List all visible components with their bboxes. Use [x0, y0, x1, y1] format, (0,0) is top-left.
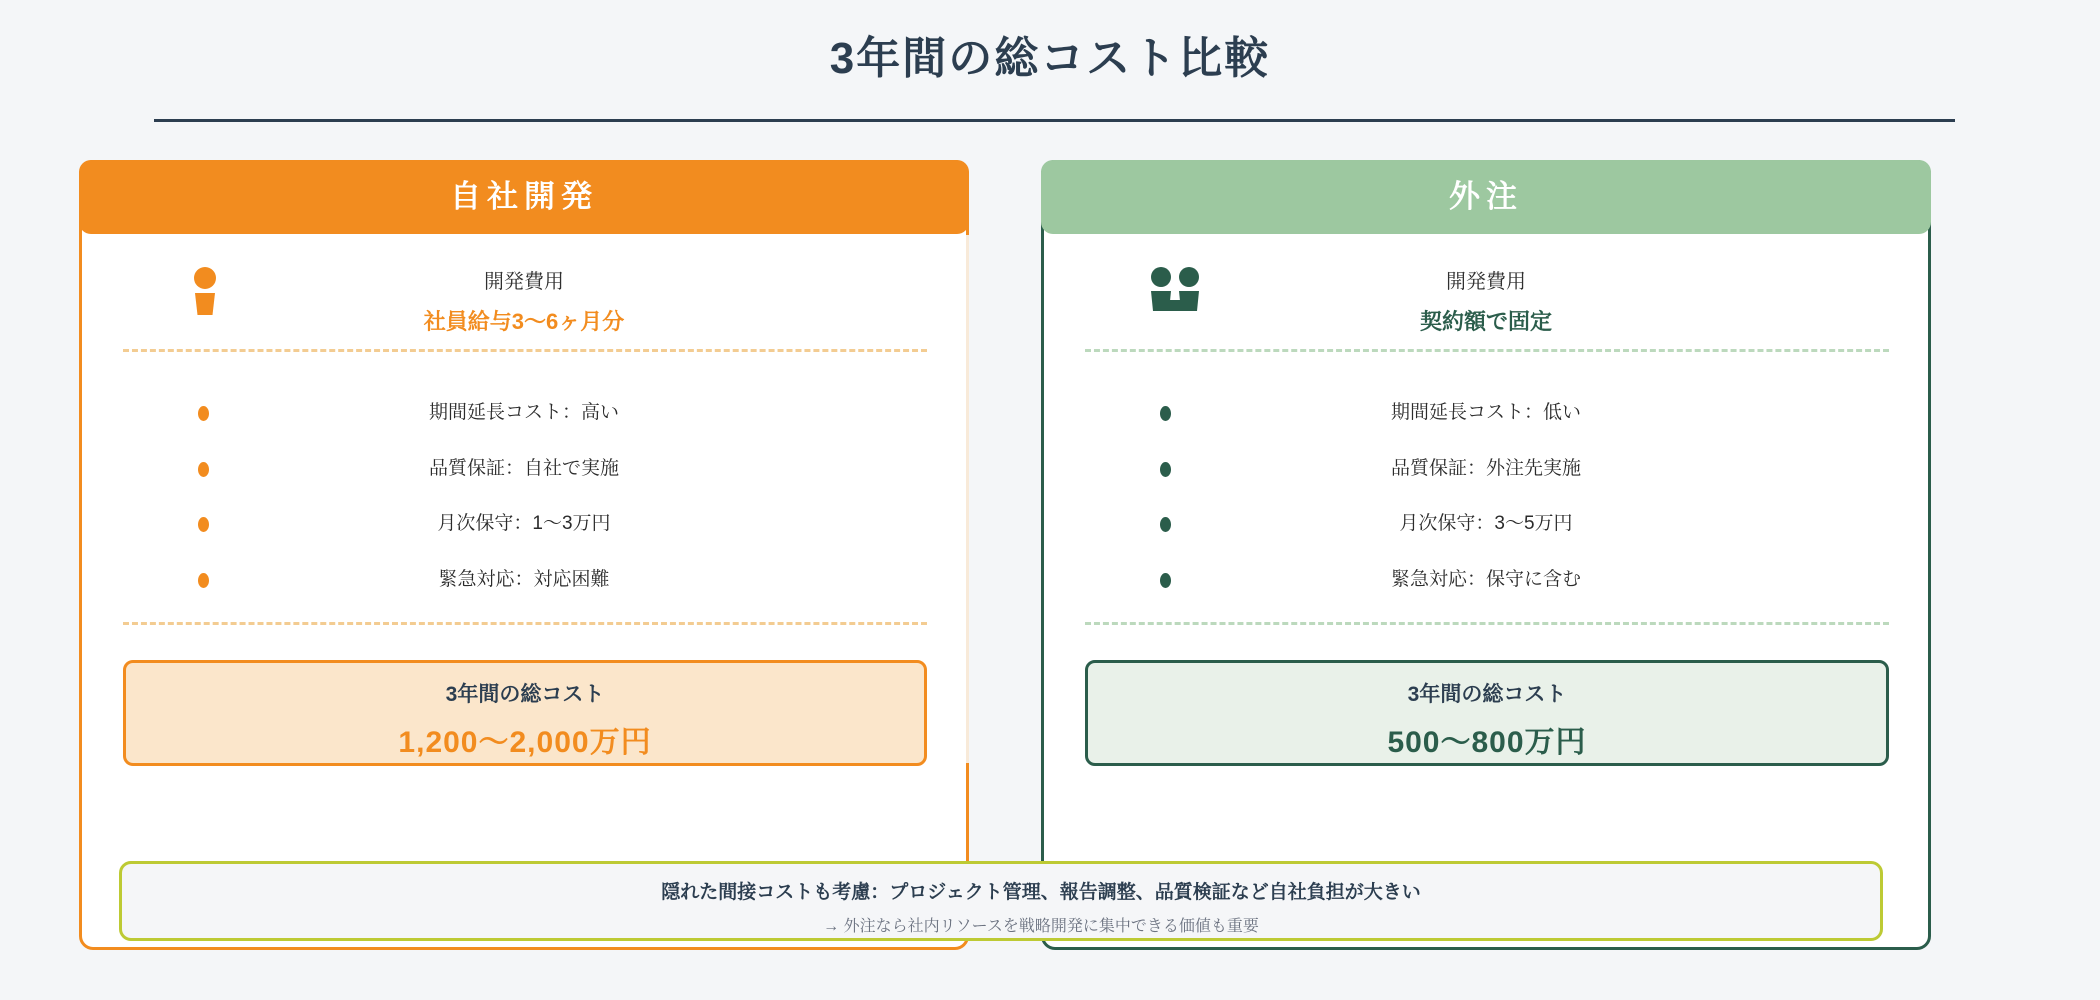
bullet-dot-icon	[1160, 462, 1171, 477]
outsource-item-label: 緊急対応：保守に含む	[1390, 569, 1581, 590]
outsource-item-label: 月次保守：3〜5万円	[1399, 513, 1573, 534]
inhouse-fee-label: 開発費用	[484, 271, 564, 293]
inhouse-fee-section	[82, 263, 966, 349]
list-item	[82, 400, 966, 426]
bullet-dot-icon	[1160, 406, 1171, 421]
outsource-divider-top	[1085, 349, 1889, 352]
outsource-fee-value: 契約額で固定	[1419, 309, 1552, 334]
outsource-item-label: 期間延長コスト：低い	[1390, 402, 1581, 423]
list-item	[82, 567, 966, 593]
inhouse-item-label: 期間延長コスト：高い	[428, 402, 619, 423]
bullet-dot-icon	[198, 517, 209, 532]
card-outsource-header: 外注	[1041, 160, 1931, 234]
inhouse-total-box	[123, 660, 927, 766]
outsource-fee-label: 開発費用	[1446, 271, 1526, 293]
person-icon	[192, 267, 218, 315]
people-icon	[1148, 267, 1202, 313]
outsource-total-label: 3年間の総コスト	[1407, 683, 1567, 706]
bullet-dot-icon	[198, 406, 209, 421]
list-item	[1044, 567, 1928, 593]
inhouse-divider-top	[123, 349, 927, 352]
title-underline	[154, 119, 1955, 122]
inhouse-total-label: 3年間の総コスト	[445, 683, 605, 706]
inhouse-total-value: 1,200〜2,000万円	[398, 726, 652, 759]
list-item	[1044, 511, 1928, 537]
list-item	[1044, 400, 1928, 426]
outsource-fee-section	[1044, 263, 1928, 349]
list-item	[1044, 456, 1928, 482]
card-inhouse	[79, 160, 969, 950]
outsource-total-box	[1085, 660, 1889, 766]
note-main-text: 隠れた間接コストも考慮：プロジェクト管理、報告調整、品質検証など自社負担が大きい	[661, 882, 1421, 903]
list-item	[82, 456, 966, 482]
outsource-divider-bottom	[1085, 622, 1889, 625]
bullet-dot-icon	[1160, 517, 1171, 532]
inhouse-divider-bottom	[123, 622, 927, 625]
inhouse-fee-value: 社員給与3〜6ヶ月分	[423, 309, 625, 334]
bullet-dot-icon	[198, 573, 209, 588]
page-title: 3年間の総コスト比較	[829, 34, 1271, 83]
hidden-cost-note	[119, 861, 1883, 941]
card-inhouse-header: 自社開発	[79, 160, 969, 234]
list-item	[82, 511, 966, 537]
card-outsource	[1041, 160, 1931, 950]
outsource-total-value: 500〜800万円	[1387, 726, 1587, 759]
inhouse-item-label: 緊急対応：対応困難	[438, 569, 610, 590]
inhouse-item-label: 品質保証：自社で実施	[428, 458, 619, 479]
bullet-dot-icon	[198, 462, 209, 477]
note-sub-text: → 外注なら社内リソースを戦略開発に集中できる価値も重要	[823, 918, 1259, 935]
outsource-item-label: 品質保証：外注先実施	[1390, 458, 1581, 479]
bullet-dot-icon	[1160, 573, 1171, 588]
inhouse-item-label: 月次保守：1〜3万円	[437, 513, 611, 534]
